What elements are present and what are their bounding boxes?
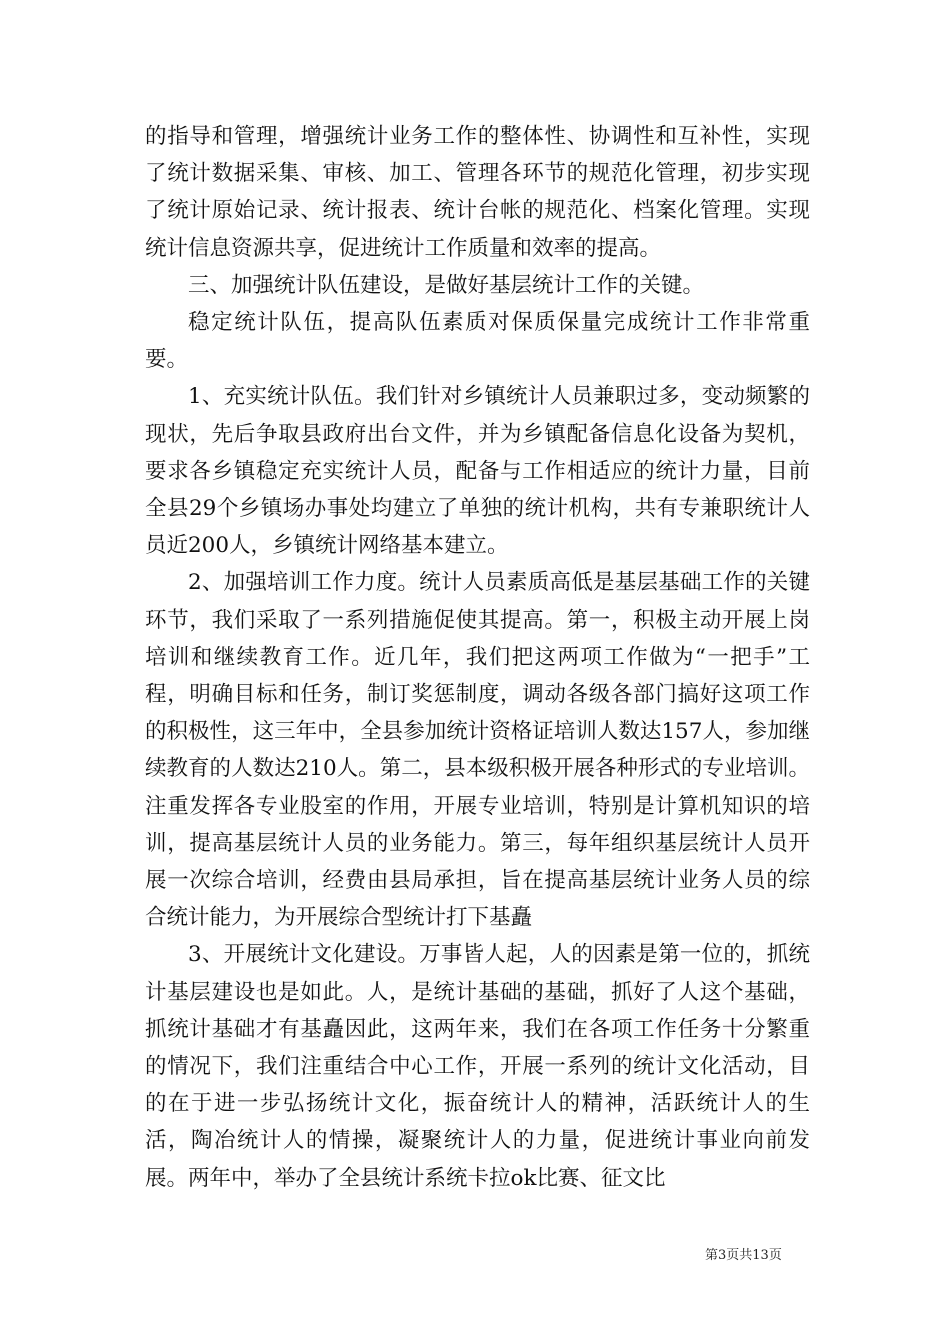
paragraph-item-2: 2、加强培训工作力度。统计人员素质高低是基层基础工作的关键环节，我们采取了一系列措施促使其提高。第一，积极主动开展上岗培训和继续教育工作。近几年，我们把这两项工作做为“一把手”工程，明确目标和任务，制订奖惩制度，调动各级各部门搞好这项工作的积极性，这三年中，全县参加统计资格证培训人数达157人，参加继续教育的人数达210人。第二，县本级积极开展各种形式的专业培训。注重发挥各专业股室的作用，开展专业培训，特别是计算机知识的培训，提高基层统计人员的业务能力。第三，每年组织基层统计人员开展一次综合培训，经费由县局承担，旨在提高基层统计业务人员的综合统计能力，为开展综合型统计打下基矗	[145, 570, 810, 931]
page-number-footer: 第3页共13页	[705, 1248, 782, 1263]
section-heading-three: 三、加强统计队伍建设，是做好基层统计工作的关键。	[188, 272, 705, 298]
paragraph-item-1: 1、充实统计队伍。我们针对乡镇统计人员兼职过多，变动频繁的现状，先后争取县政府出台文件，并为乡镇配备信息化设备为契机，要求各乡镇稳定充实统计人员，配备与工作相适应的统计力量，目前全县29个乡镇场办事处均建立了单独的统计机构，共有专兼职统计人员近200人，乡镇统计网络基本建立。	[145, 384, 810, 559]
paragraph-item-3: 3、开展统计文化建设。万事皆人起，人的因素是第一位的，抓统计基层建设也是如此。人，是统计基础的基础，抓好了人这个基础，抓统计基础才有基矗因此，这两年来，我们在各项工作任务十分繁重的情况下，我们注重结合中心工作，开展一系列的统计文化活动，目的在于进一步弘扬统计文化，振奋统计人的精神，活跃统计人的生活，陶冶统计人的情操，凝聚统计人的力量，促进统计事业向前发展。两年中，举办了全县统计系统卡拉ok比赛、征文比	[145, 942, 810, 1191]
paragraph-continued: 的指导和管理，增强统计业务工作的整体性、协调性和互补性，实现了统计数据采集、审核、加工、管理各环节的规范化管理，初步实现了统计原始记录、统计报表、统计台帐的规范化、档案化管理。实现统计信息资源共享，促进统计工作质量和效率的提高。	[145, 124, 810, 261]
paragraph-intro: 稳定统计队伍，提高队伍素质对保质保量完成统计工作非常重要。	[145, 310, 810, 373]
document-body	[145, 118, 810, 1197]
